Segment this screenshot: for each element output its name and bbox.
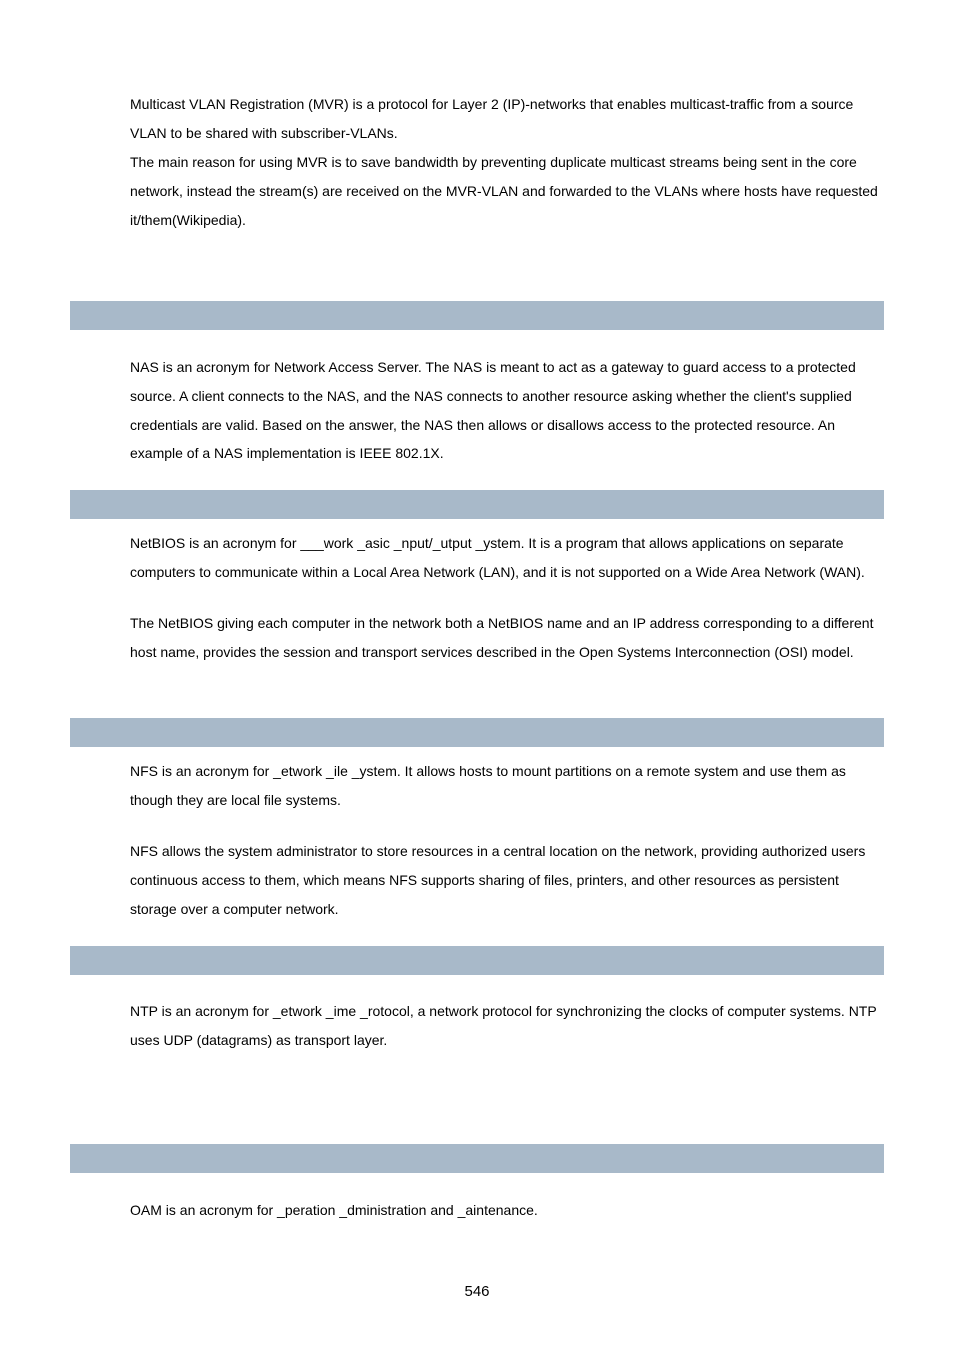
nfs-paragraph-1: NFS is an acronym for _etwork _ile _ystem. It allows hosts to mount partitions on a remote system and use them as though they are local file systems. bbox=[130, 763, 846, 808]
mvr-paragraph-1: Multicast VLAN Registration (MVR) is a protocol for Layer 2 (IP)-networks that enables multicast-traffic from a source VLAN to be shared with subscriber-VLANs. bbox=[130, 96, 854, 141]
page-number: 546 bbox=[464, 1283, 490, 1300]
netbios-heading-bar bbox=[70, 490, 884, 519]
ntp-heading-bar bbox=[70, 946, 884, 975]
oam-heading-bar bbox=[70, 1144, 884, 1173]
netbios-paragraph-1: NetBIOS is an acronym for ___work _asic _nput/_utput _ystem. It is a program that allows applications on separate computers to communicate within a Local Area Network (LAN), and it is not supported on a Wide Area Network (WAN). bbox=[130, 535, 865, 580]
nas-paragraph: NAS is an acronym for Network Access Server. The NAS is meant to act as a gateway to guard access to a protected source. A client connects to the NAS, and the NAS connects to another resource asking whether the client's supplied credentials are valid. Based on the answer, the NAS then allows or disallows access to the protected resource. An example of a NAS implementation is IEEE 802.1X. bbox=[130, 359, 856, 462]
nas-heading-bar bbox=[70, 301, 884, 330]
nfs-paragraph-2: NFS allows the system administrator to store resources in a central location on the network, providing authorized users continuous access to them, which means NFS supports sharing of files, printers, and other resources as persistent storage over a computer network. bbox=[130, 843, 866, 917]
mvr-paragraph-2: The main reason for using MVR is to save bandwidth by preventing duplicate multicast streams being sent in the core network, instead the stream(s) are received on the MVR-VLAN and forwarded to the VLANs where hosts have requested it/them(Wikipedia). bbox=[130, 154, 878, 228]
oam-paragraph: OAM is an acronym for _peration _dministration and _aintenance. bbox=[130, 1202, 538, 1218]
netbios-paragraph-2: The NetBIOS giving each computer in the network both a NetBIOS name and an IP address corresponding to a different host name, provides the session and transport services described in the Open Systems Interconnection (OSI) model. bbox=[130, 615, 874, 660]
ntp-paragraph: NTP is an acronym for _etwork _ime _rotocol, a network protocol for synchronizing the clocks of computer systems. NTP uses UDP (datagrams) as transport layer. bbox=[130, 1003, 877, 1048]
nfs-heading-bar bbox=[70, 718, 884, 747]
